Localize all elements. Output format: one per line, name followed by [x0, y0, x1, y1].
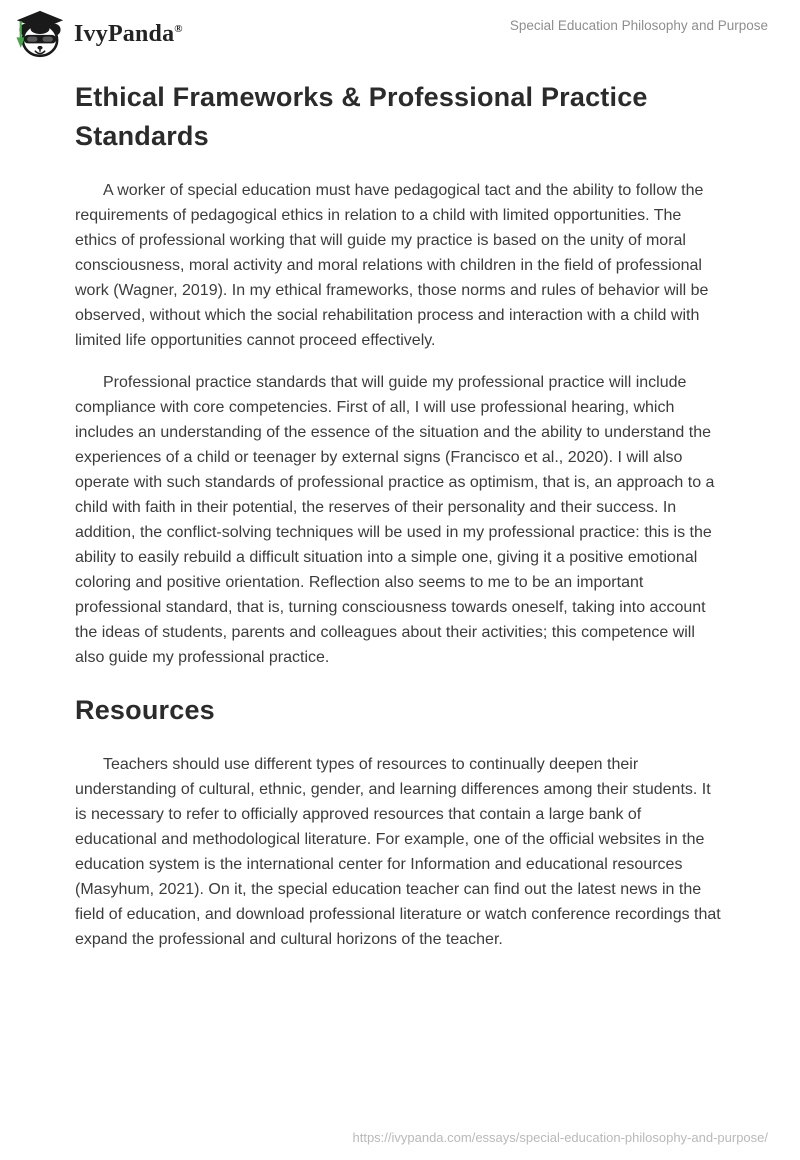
paragraph-ethical-1: A worker of special education must have pedagogical tact and the ability to follow the requirements of pedagogical ethics in relation to a child with limited opportunities. The ethics of professional working that will guide my practice is based on the unity of moral consciousness, moral activity and moral relations with children in the field of professional work (Wagner, 2019). In my ethical frameworks, those norms and rules of behavior will be observed, without which the social rehabilitation process and interaction with a child with limited life opportunities cannot proceed effectively.: [75, 182, 709, 349]
article-content: [0, 78, 800, 952]
heading-resources: Resources: [75, 695, 215, 725]
page-header: [0, 0, 800, 62]
heading-ethical-frameworks: Ethical Frameworks & Professional Practice Standards: [75, 82, 648, 151]
brand-name: IvyPanda®: [74, 20, 183, 47]
footer-source-url-link[interactable]: https://ivypanda.com/essays/special-education-philosophy-and-purpose/: [352, 1130, 768, 1145]
ivypanda-panda-logo-icon: [14, 10, 66, 58]
paragraph-resources-1: Teachers should use different types of resources to continually deepen their understanding of cultural, ethnic, gender, and learning differences among their students. It is necessary to refer to officially approved resources that contain a large bank of educational and methodological literature. For example, one of the official websites in the education system is the international center for Information and educational resources (Masyhum, 2021). On it, the special education teacher can find out the latest news in the field of education, and download professional literature or watch conference recordings that expand the professional and cultural horizons of the teacher.: [75, 756, 721, 948]
registered-trademark-symbol: ®: [174, 22, 183, 35]
paragraph-ethical-2: Professional practice standards that will guide my professional practice will include compliance with core competencies. First of all, I will use professional hearing, which includes an understanding of the essence of the situation and the ability to understand the experiences of a child or teenager by external signs (Francisco et al., 2020). I will also operate with such standards of professional practice as optimism, that is, an approach to a child with faith in their potential, the reserves of their personality and their success. In addition, the conflict-solving techniques will be used in my professional practice: this is the ability to easily rebuild a difficult situation into a simple one, giving it a positive emotional coloring and positive orientation. Reflection also seems to me to be an important professional standard, that is, turning consciousness towards oneself, taking into account the ideas of students, parents and colleagues about their activities; this competence will also guide my professional practice.: [75, 374, 715, 666]
ivypanda-brand-link[interactable]: [14, 10, 183, 58]
header-document-title: Special Education Philosophy and Purpose: [509, 18, 768, 33]
